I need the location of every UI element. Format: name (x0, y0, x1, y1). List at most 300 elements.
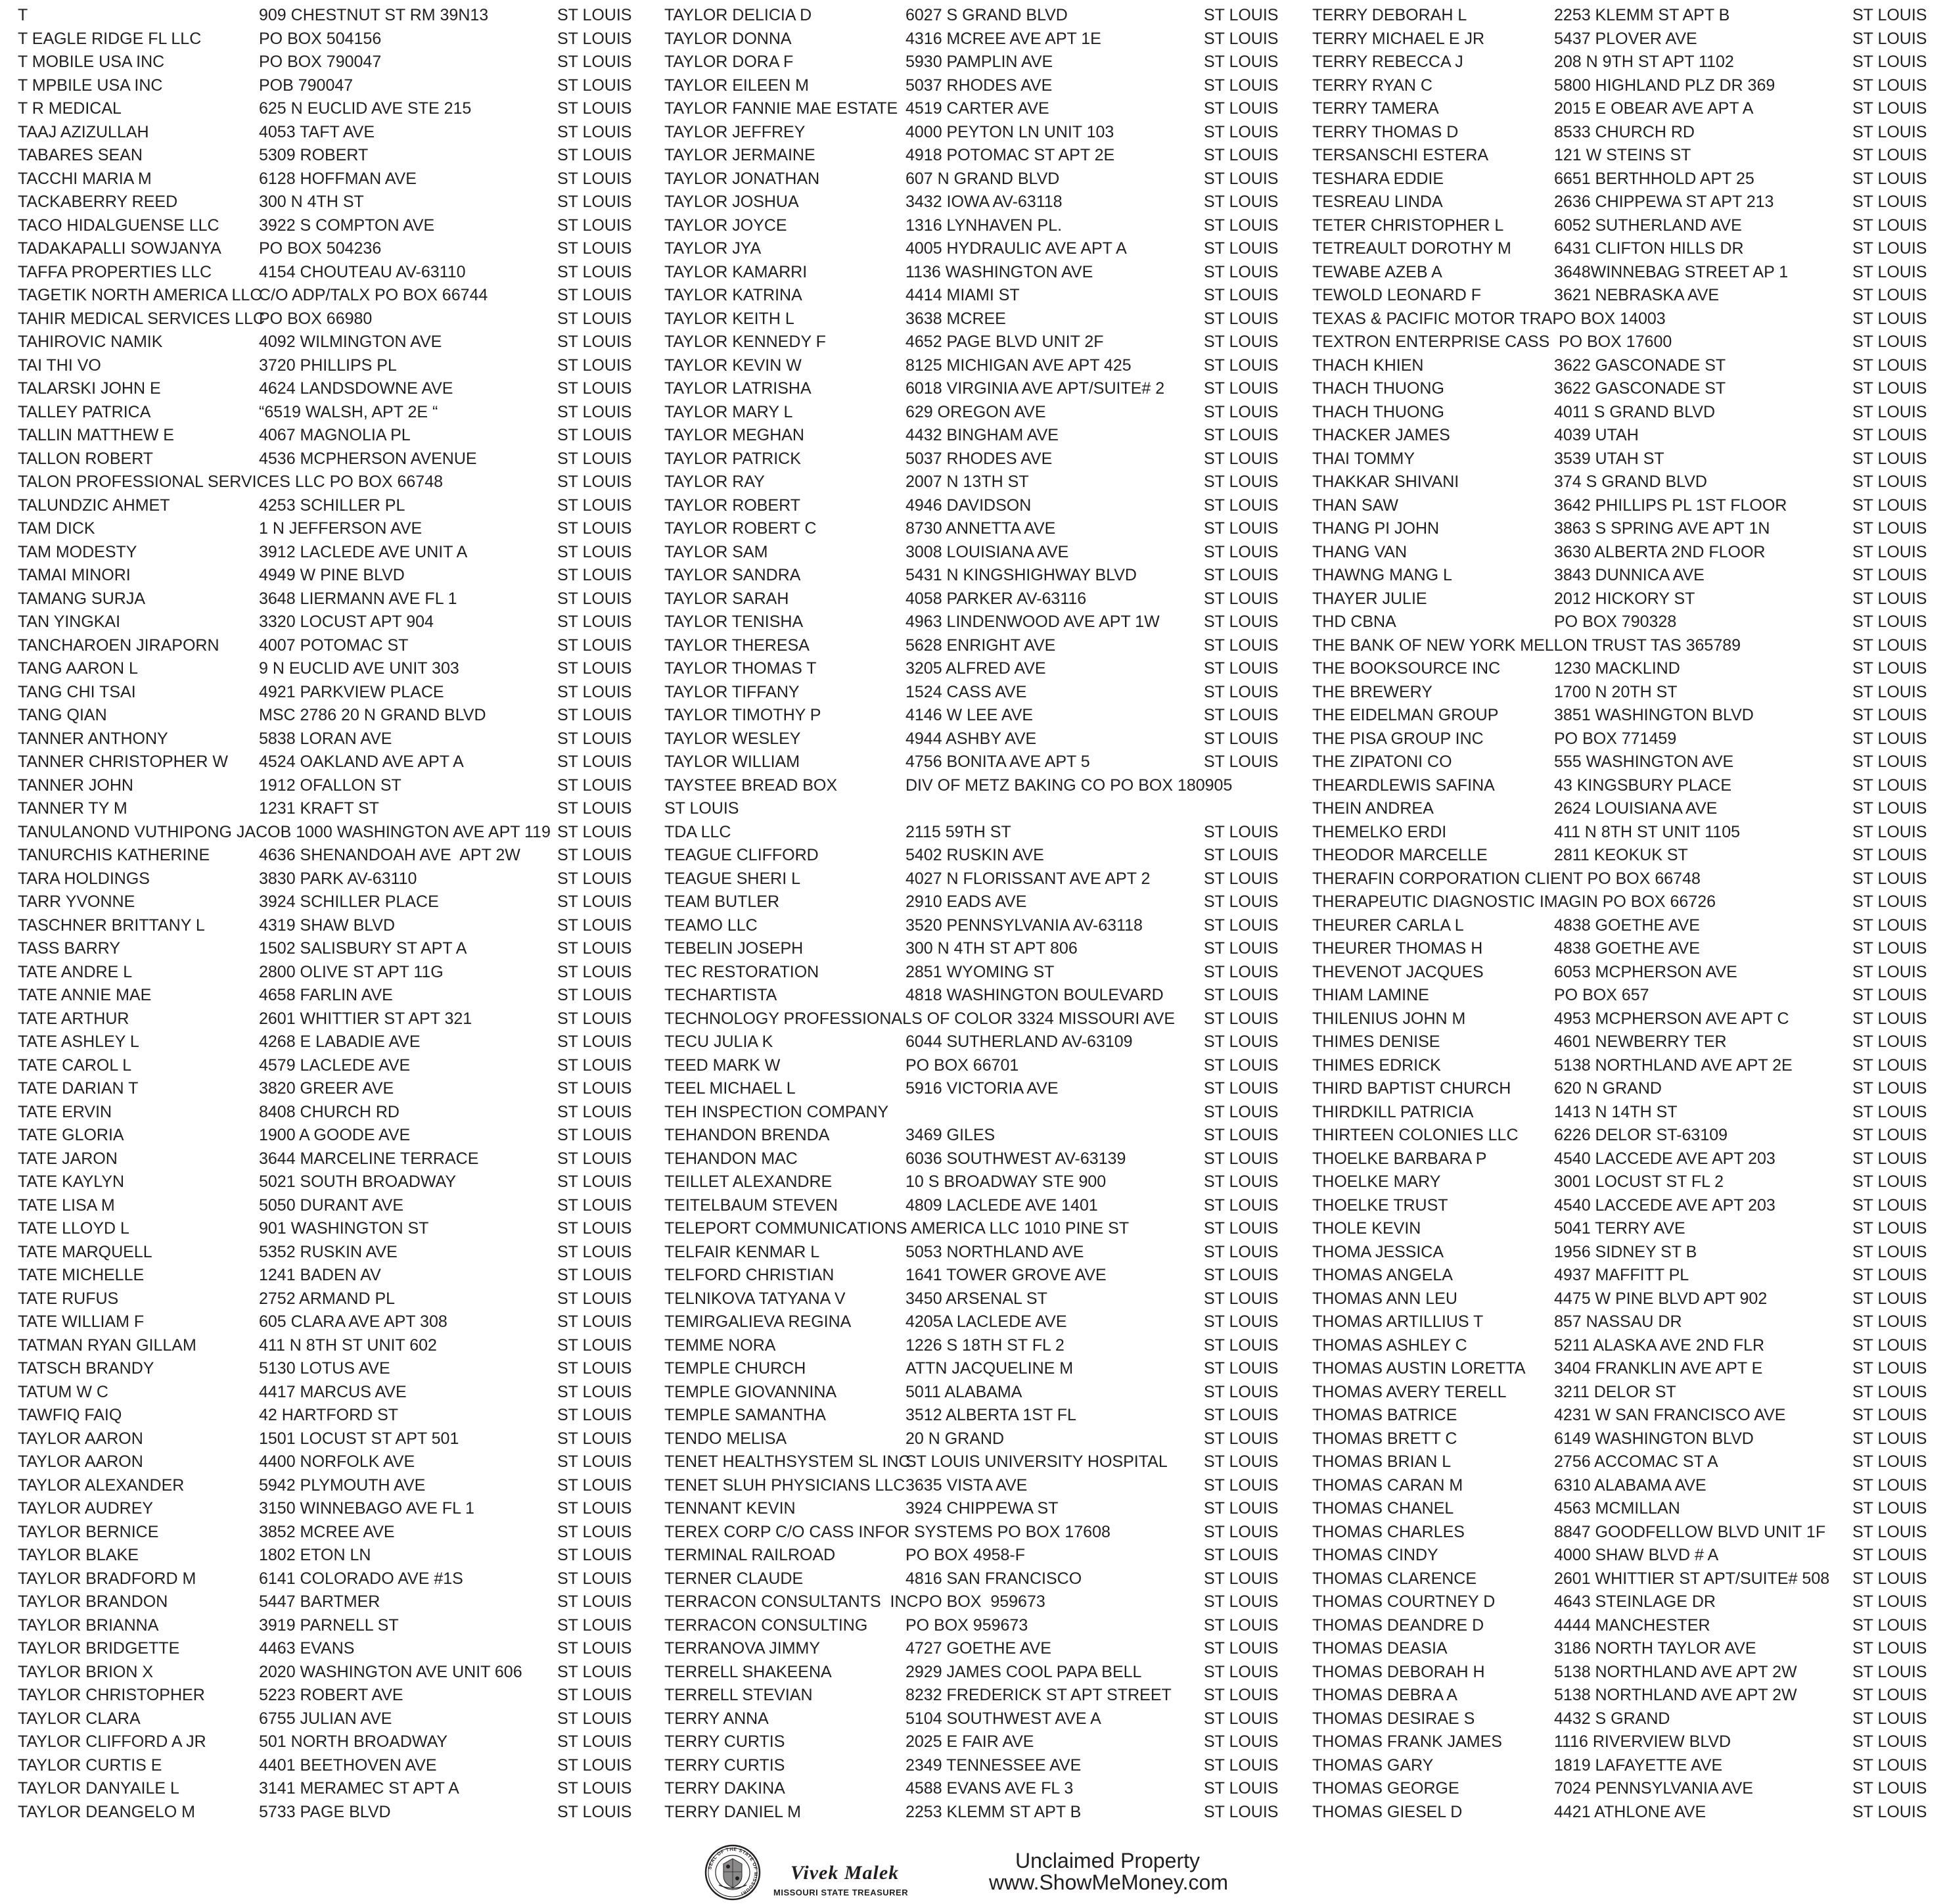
owner-address: PO BOX 17600 (1554, 333, 1672, 351)
owner-address: 374 S GRAND BLVD (1554, 473, 1707, 491)
owner-address: 4000 SHAW BLVD # A (1554, 1546, 1719, 1564)
owner-city: ST LOUIS (557, 1592, 632, 1611)
list-item (18, 1777, 647, 1801)
owner-address: 9 N EUCLID AVE UNIT 303 (259, 659, 459, 678)
owner-address: 5041 TERRY AVE (1554, 1219, 1685, 1238)
owner-city: ST LOUIS (1852, 1569, 1927, 1588)
owner-city: ST LOUIS (557, 1196, 632, 1215)
owner-address: 5138 NORTHLAND AVE APT 2W (1554, 1662, 1797, 1681)
owner-name: TATE ASHLEY L (18, 1033, 139, 1051)
owner-name: TATE JARON (18, 1149, 118, 1168)
owner-address: 6018 VIRGINIA AVE APT/SUITE# 2 (905, 379, 1165, 398)
owner-name: THANG VAN (1312, 542, 1407, 561)
list-item (18, 1031, 647, 1054)
owner-name: THOMAS ASHLEY C (1312, 1335, 1467, 1355)
owner-name: THOMAS FRANK JAMES (1312, 1732, 1502, 1751)
owner-city: ST LOUIS (557, 1569, 632, 1588)
owner-name: THIRD BAPTIST CHURCH (1312, 1079, 1511, 1098)
list-item (18, 681, 647, 705)
owner-city: ST LOUIS (557, 262, 632, 281)
list-item (18, 1241, 647, 1265)
owner-address: 4058 PARKER AV-63116 (905, 589, 1087, 608)
owner-city: ST LOUIS (557, 1709, 632, 1728)
owner-name: THOMAS DEBORAH H (1312, 1662, 1485, 1681)
owner-name: THOMAS CLARENCE (1312, 1569, 1477, 1588)
owner-address: 1241 BADEN AV (259, 1266, 381, 1284)
list-item (1312, 868, 1934, 891)
owner-name: TAYLOR FANNIE MAE ESTATE (664, 99, 898, 118)
owner-address: 1641 TOWER GROVE AVE (905, 1266, 1107, 1284)
owner-city: ST LOUIS (1204, 729, 1279, 748)
owner-city: ST LOUIS (1852, 1709, 1927, 1728)
owner-address: 4540 LACCEDE AVE APT 203 (1554, 1149, 1775, 1168)
owner-address: 7024 PENNSYLVANIA AVE (1554, 1779, 1753, 1798)
owner-name: TAYLOR WESLEY (664, 729, 801, 748)
owner-address: 8408 CHURCH RD (259, 1102, 400, 1121)
owner-name: TERRACON CONSULTING (664, 1615, 868, 1635)
owner-name: TAN YINGKAI (18, 613, 121, 631)
owner-city: ST LOUIS (557, 1499, 632, 1518)
owner-address: 2624 LOUISIANA AVE (1554, 799, 1718, 818)
owner-name: THACH THUONG (1312, 402, 1444, 421)
owner-address: 4253 SCHILLER PL (259, 496, 405, 515)
owner-address: 5050 DURANT AVE (259, 1196, 404, 1215)
owner-name: TEWOLD LEONARD F (1312, 286, 1481, 304)
owner-name: T MOBILE USA INC (18, 53, 165, 71)
list-item (664, 1801, 1295, 1824)
owner-name: THAWNG MANG L (1312, 566, 1452, 584)
owner-address: 5916 VICTORIA AVE (905, 1079, 1059, 1098)
owner-city: ST LOUIS (1204, 309, 1279, 328)
list-item (18, 1567, 647, 1591)
owner-city: ST LOUIS (557, 146, 632, 164)
list-item (18, 1497, 647, 1521)
owner-name: TAYLOR RAY (664, 473, 765, 491)
owner-name: TERSANSCHI ESTERA (1312, 146, 1489, 164)
owner-city: ST LOUIS (1852, 29, 1927, 48)
owner-city: ST LOUIS (1852, 1522, 1927, 1541)
list-item (18, 541, 647, 565)
owner-name: TERRY THOMAS D (1312, 122, 1459, 141)
list-item (1312, 144, 1934, 168)
owner-name: TADAKAPALLI SOWJANYA (18, 239, 221, 258)
owner-name: TAYLOR DORA F (664, 53, 794, 71)
owner-name: TANG AARON L (18, 659, 138, 678)
list-item (1312, 377, 1934, 401)
list-item (18, 424, 647, 448)
list-item (18, 961, 647, 985)
owner-address: 8847 GOODFELLOW BLVD UNIT 1F (1554, 1522, 1826, 1541)
owner-name: TANNER CHRISTOPHER W (18, 753, 228, 771)
owner-address: 4067 MAGNOLIA PL (259, 426, 411, 444)
owner-city: ST LOUIS (1204, 1335, 1279, 1355)
owner-city: ST LOUIS (557, 822, 632, 841)
list-item (664, 354, 1295, 378)
owner-name: TEAGUE SHERI L (664, 869, 800, 888)
owner-name: TACKABERRY REED (18, 193, 178, 211)
owner-city: ST LOUIS (557, 1475, 632, 1495)
owner-city: ST LOUIS (1852, 1009, 1927, 1028)
owner-address: 1230 MACKLIND (1554, 659, 1680, 678)
owner-city: ST LOUIS (1852, 1335, 1927, 1355)
owner-name: TANCHAROEN JIRAPORN (18, 636, 219, 655)
owner-name: TATE DARIAN T (18, 1079, 139, 1098)
owner-city: ST LOUIS (1204, 846, 1279, 864)
owner-city: ST LOUIS (557, 776, 632, 795)
owner-name: TAYLOR EILEEN M (664, 76, 809, 95)
owner-name: TAMANG SURJA (18, 589, 145, 608)
owner-name: TANNER TY M (18, 799, 127, 818)
owner-address: 411 N 8TH ST UNIT 602 (259, 1335, 437, 1355)
list-item (18, 237, 647, 261)
owner-city: ST LOUIS (1204, 239, 1279, 258)
list-item (664, 1497, 1295, 1521)
owner-city: ST LOUIS (1852, 216, 1927, 235)
owner-name: TENDO MELISA (664, 1429, 787, 1448)
list-item (18, 1754, 647, 1778)
list-item (18, 1194, 647, 1218)
list-item (1312, 681, 1934, 705)
owner-name: TEED MARK W (664, 1056, 781, 1075)
owner-name: TENNANT KEVIN (664, 1499, 796, 1518)
page-footer (0, 1840, 1947, 1901)
list-item (18, 1077, 647, 1101)
owner-city: ST LOUIS (1852, 916, 1927, 935)
owner-name: TAYLOR KEITH L (664, 309, 794, 328)
owner-name: TEXTRON ENTERPRISE CASS (1312, 333, 1550, 351)
owner-name: TAYLOR KEVIN W (664, 356, 802, 375)
owner-city: ST LOUIS (1204, 426, 1279, 444)
list-item (1312, 471, 1934, 494)
owner-city: ST LOUIS (1204, 986, 1279, 1004)
owner-address: 4921 PARKVIEW PLACE (259, 682, 444, 701)
owner-city: ST LOUIS (1852, 1546, 1927, 1564)
owner-city: ST LOUIS (1204, 1592, 1279, 1611)
owner-name: THOMAS CHANEL (1312, 1499, 1454, 1518)
owner-name: TAYLOR MARY L (664, 402, 793, 421)
owner-address: 4946 DAVIDSON (905, 496, 1032, 515)
owner-address: 2601 WHITTIER ST APT/SUITE# 508 (1554, 1569, 1830, 1588)
owner-address: 4636 SHENANDOAH AVE APT 2W (259, 846, 520, 864)
owner-name: TERRY CURTIS (664, 1755, 785, 1775)
list-item (18, 308, 647, 331)
owner-city: ST LOUIS (557, 566, 632, 584)
owner-name: THACH THUONG (1312, 379, 1444, 398)
owner-address: 4432 S GRAND (1554, 1709, 1670, 1728)
owner-address: 3648 LIERMANN AVE FL 1 (259, 589, 457, 608)
list-item (664, 1754, 1295, 1778)
list-item (18, 354, 647, 378)
list-item (18, 4, 647, 28)
owner-name: TAYLOR BRIDGETTE (18, 1639, 180, 1658)
owner-city: ST LOUIS (1204, 99, 1279, 118)
list-item (664, 1730, 1295, 1754)
owner-address: 607 N GRAND BLVD (905, 169, 1060, 188)
owner-address: 3512 ALBERTA 1ST FL (905, 1406, 1076, 1424)
list-item (664, 914, 1295, 938)
owner-address: 6052 SUTHERLAND AVE (1554, 216, 1742, 235)
owner-city: ST LOUIS (1852, 729, 1927, 748)
list-item (1312, 937, 1934, 961)
owner-name: TATE KAYLYN (18, 1173, 125, 1191)
owner-city: ST LOUIS (557, 939, 632, 958)
owner-city: ST LOUIS (1204, 146, 1279, 164)
owner-name: TAYLOR DEANGELO M (18, 1802, 195, 1821)
owner-address: 4540 LACCEDE AVE APT 203 (1554, 1196, 1775, 1215)
owner-city: ST LOUIS (557, 1546, 632, 1564)
owner-city: ST LOUIS (1852, 356, 1927, 375)
owner-city: ST LOUIS (1852, 76, 1927, 95)
owner-city: ST LOUIS (1204, 1546, 1279, 1564)
list-item (664, 51, 1295, 74)
owner-address: 42 HARTFORD ST (259, 1406, 399, 1424)
owner-name: TATE WILLIAM F (18, 1312, 145, 1331)
owner-city: ST LOUIS (1852, 496, 1927, 515)
owner-name: TEMPLE SAMANTHA (664, 1406, 826, 1424)
owner-city: ST LOUIS (557, 1732, 632, 1751)
list-item (664, 1707, 1295, 1731)
owner-name: TANG QIAN (18, 706, 107, 724)
owner-address: 4579 LACLEDE AVE (259, 1056, 411, 1075)
owner-name: TEXAS & PACIFIC MOTOR TRAPO BOX 14003 (1312, 309, 1666, 328)
owner-address: 4519 CARTER AVE (905, 99, 1049, 118)
owner-name: TEMPLE GIOVANNINA (664, 1382, 837, 1401)
list-item (18, 891, 647, 914)
owner-city: ST LOUIS (1204, 1709, 1279, 1728)
list-item (664, 657, 1295, 681)
owner-city: ST LOUIS (1204, 402, 1279, 421)
owner-address: 3621 NEBRASKA AVE (1554, 286, 1720, 304)
owner-name: TAYLOR KATRINA (664, 286, 802, 304)
owner-city: ST LOUIS (1204, 1242, 1279, 1261)
owner-address: 121 W STEINS ST (1554, 146, 1691, 164)
owner-city: ST LOUIS (557, 613, 632, 631)
owner-address: 4563 MCMILLAN (1554, 1499, 1680, 1518)
owner-address: 4000 PEYTON LN UNIT 103 (905, 122, 1114, 141)
owner-name: TEAGUE CLIFFORD (664, 846, 819, 864)
list-item (1312, 1357, 1934, 1381)
list-item (18, 1171, 647, 1194)
owner-city: ST LOUIS (1204, 1173, 1279, 1191)
owner-address: 3851 WASHINGTON BLVD (1554, 706, 1754, 724)
list-item (1312, 1637, 1934, 1661)
list-item (1312, 1031, 1934, 1054)
list-item (1312, 168, 1934, 191)
list-item (18, 588, 647, 611)
owner-city: ST LOUIS (1852, 822, 1927, 841)
owner-address: 5011 ALABAMA (905, 1382, 1022, 1401)
owner-address: ATTN JACQUELINE M (905, 1359, 1074, 1378)
owner-address: 5104 SOUTHWEST AVE A (905, 1709, 1101, 1728)
owner-city: ST LOUIS (557, 1173, 632, 1191)
owner-name: TAYLOR MEGHAN (664, 426, 804, 444)
list-item (664, 611, 1295, 634)
owner-address: 5037 RHODES AVE (905, 449, 1053, 468)
owner-name: THE ZIPATONI CO (1312, 753, 1452, 771)
list-item (1312, 51, 1934, 74)
owner-address: 3469 GILES (905, 1126, 996, 1144)
website-link[interactable]: www.ShowMeMoney.com (989, 1870, 1228, 1894)
owner-address: 901 WASHINGTON ST (259, 1219, 429, 1238)
owner-city: ST LOUIS (1204, 636, 1279, 655)
owner-city: ST LOUIS (1204, 122, 1279, 141)
owner-name: TAYLOR WILLIAM (664, 753, 800, 771)
owner-name: TERRACON CONSULTANTS INCPO BOX 959673 (664, 1592, 1045, 1611)
owner-name: THOMAS ANGELA (1312, 1266, 1453, 1284)
owner-address: 6044 SUTHERLAND AV-63109 (905, 1033, 1133, 1051)
owner-address: 605 CLARA AVE APT 308 (259, 1312, 447, 1331)
list-item (664, 284, 1295, 308)
owner-address: 3642 PHILLIPS PL 1ST FLOOR (1554, 496, 1787, 515)
owner-name: T EAGLE RIDGE FL LLC (18, 29, 202, 48)
owner-address: “6519 WALSH, APT 2E “ (259, 402, 438, 421)
list-item (664, 1544, 1295, 1567)
list-item (18, 1591, 647, 1614)
list-item (18, 868, 647, 891)
owner-address: 3630 ALBERTA 2ND FLOOR (1554, 542, 1766, 561)
owner-name: THOELKE TRUST (1312, 1196, 1448, 1215)
owner-city: ST LOUIS (1852, 1289, 1927, 1308)
owner-city: ST LOUIS (1852, 1452, 1927, 1471)
owner-address: 3648WINNEBAG STREET AP 1 (1554, 262, 1789, 281)
owner-address: 6755 JULIAN AVE (259, 1709, 392, 1728)
owner-city: ST LOUIS (1204, 822, 1279, 841)
list-item (18, 1008, 647, 1031)
list-item (1312, 1801, 1934, 1824)
owner-address: 8730 ANNETTA AVE (905, 519, 1056, 538)
owner-address: 2910 EADS AVE (905, 893, 1027, 911)
owner-name: TANNER ANTHONY (18, 729, 168, 748)
owner-city: ST LOUIS (557, 309, 632, 328)
list-item (664, 1288, 1295, 1311)
owner-name: TAYLOR SAM (664, 542, 768, 561)
owner-address: 4937 MAFFITT PL (1554, 1266, 1689, 1284)
owner-address: 3720 PHILLIPS PL (259, 356, 397, 375)
list-item (18, 1334, 647, 1358)
owner-city: ST LOUIS (1852, 1662, 1927, 1681)
owner-name: THAYER JULIE (1312, 589, 1427, 608)
owner-address: DIV OF METZ BAKING CO PO BOX 180905 (905, 776, 1233, 795)
owner-city: ST LOUIS (1852, 1056, 1927, 1075)
owner-city: ST LOUIS (557, 1102, 632, 1121)
owner-city: ST LOUIS (557, 76, 632, 95)
owner-city: ST LOUIS (1204, 542, 1279, 561)
list-item (664, 191, 1295, 214)
owner-address: 4944 ASHBY AVE (905, 729, 1037, 748)
owner-name: TAYLOR CLARA (18, 1709, 141, 1728)
owner-name: TERRY CURTIS (664, 1732, 785, 1751)
list-item (18, 494, 647, 518)
owner-city: ST LOUIS (1852, 986, 1927, 1004)
owner-address: MSC 2786 20 N GRAND BLVD (259, 706, 486, 724)
owner-city: ST LOUIS (557, 402, 632, 421)
owner-address: 5037 RHODES AVE (905, 76, 1053, 95)
owner-name: TAYLOR ALEXANDER (18, 1475, 185, 1495)
owner-city: ST LOUIS (1204, 216, 1279, 235)
owner-city: ST LOUIS (1852, 962, 1927, 981)
list-item (664, 564, 1295, 588)
owner-address: 3820 GREER AVE (259, 1079, 394, 1098)
owner-city: ST LOUIS (1852, 1382, 1927, 1401)
owner-address: PO BOX 504156 (259, 29, 382, 48)
owner-address: 3635 VISTA AVE (905, 1475, 1028, 1495)
owner-city: ST LOUIS (1204, 566, 1279, 584)
owner-name: THOMAS CHARLES (1312, 1522, 1465, 1541)
owner-city: ST LOUIS (557, 1429, 632, 1448)
list-item (18, 1801, 647, 1824)
owner-name: TAYLOR ROBERT C (664, 519, 817, 538)
owner-name: THOMAS CINDY (1312, 1546, 1438, 1564)
list-item (1312, 1124, 1934, 1148)
owner-name: TAYLOR BRIANNA (18, 1615, 159, 1635)
list-item (1312, 914, 1934, 938)
owner-address: 4444 MANCHESTER (1554, 1615, 1710, 1635)
list-item (18, 448, 647, 471)
owner-name: THEURER THOMAS H (1312, 939, 1483, 958)
owner-address: 2601 WHITTIER ST APT 321 (259, 1009, 472, 1028)
owner-name: TERRELL STEVIAN (664, 1686, 813, 1704)
owner-address: 3520 PENNSYLVANIA AV-63118 (905, 916, 1143, 935)
owner-city: ST LOUIS (1852, 893, 1927, 911)
owner-city: ST LOUIS (1852, 286, 1927, 304)
list-item (664, 1241, 1295, 1265)
list-item (1312, 97, 1934, 121)
list-item (1312, 1614, 1934, 1638)
list-item (664, 588, 1295, 611)
owner-name: TAYLOR AUDREY (18, 1499, 154, 1518)
owner-name: TEHANDON MAC (664, 1149, 798, 1168)
owner-name: TATE CAROL L (18, 1056, 132, 1075)
owner-name: TEAMO LLC (664, 916, 758, 935)
owner-address: 3008 LOUISIANA AVE (905, 542, 1069, 561)
owner-name: TATSCH BRANDY (18, 1359, 154, 1378)
list-item (18, 611, 647, 634)
owner-city: ST LOUIS (557, 729, 632, 748)
owner-name: TAYLOR AARON (18, 1452, 143, 1471)
owner-address: 4005 HYDRAULIC AVE APT A (905, 239, 1127, 258)
owner-name: TACCHI MARIA M (18, 169, 152, 188)
owner-address: 8125 MICHIGAN AVE APT 425 (905, 356, 1132, 375)
owner-city: ST LOUIS (1852, 1079, 1927, 1098)
list-item (664, 1357, 1295, 1381)
owner-city: ST LOUIS (1852, 122, 1927, 141)
owner-address: 4400 NORFOLK AVE (259, 1452, 415, 1471)
list-item (664, 1474, 1295, 1498)
owner-address: 2012 HICKORY ST (1554, 589, 1695, 608)
owner-address: 5431 N KINGSHIGHWAY BLVD (905, 566, 1137, 584)
owner-address: 1524 CASS AVE (905, 682, 1027, 701)
owner-address: 5053 NORTHLAND AVE (905, 1242, 1084, 1261)
owner-city: ST LOUIS (557, 1382, 632, 1401)
owner-address: 10 S BROADWAY STE 900 (905, 1173, 1107, 1191)
owner-city: ST LOUIS (1852, 799, 1927, 818)
list-item (664, 121, 1295, 145)
owner-name: TAYLOR TIMOTHY P (664, 706, 821, 724)
list-item (18, 1474, 647, 1498)
owner-name: TEMIRGALIEVA REGINA (664, 1312, 852, 1331)
owner-city: ST LOUIS (557, 519, 632, 538)
owner-address: 5447 BARTMER (259, 1592, 380, 1611)
owner-address: 3320 LOCUST APT 904 (259, 613, 434, 631)
owner-name: TATE ANDRE L (18, 962, 133, 981)
owner-address: 3924 CHIPPEWA ST (905, 1499, 1059, 1518)
owner-name: TEHANDON BRENDA (664, 1126, 830, 1144)
owner-city: ST LOUIS (1204, 1102, 1279, 1121)
owner-name: THACKER JAMES (1312, 426, 1450, 444)
owner-address: 3404 FRANKLIN AVE APT E (1554, 1359, 1763, 1378)
list-item (1312, 1661, 1934, 1684)
owner-city: ST LOUIS (557, 1079, 632, 1098)
